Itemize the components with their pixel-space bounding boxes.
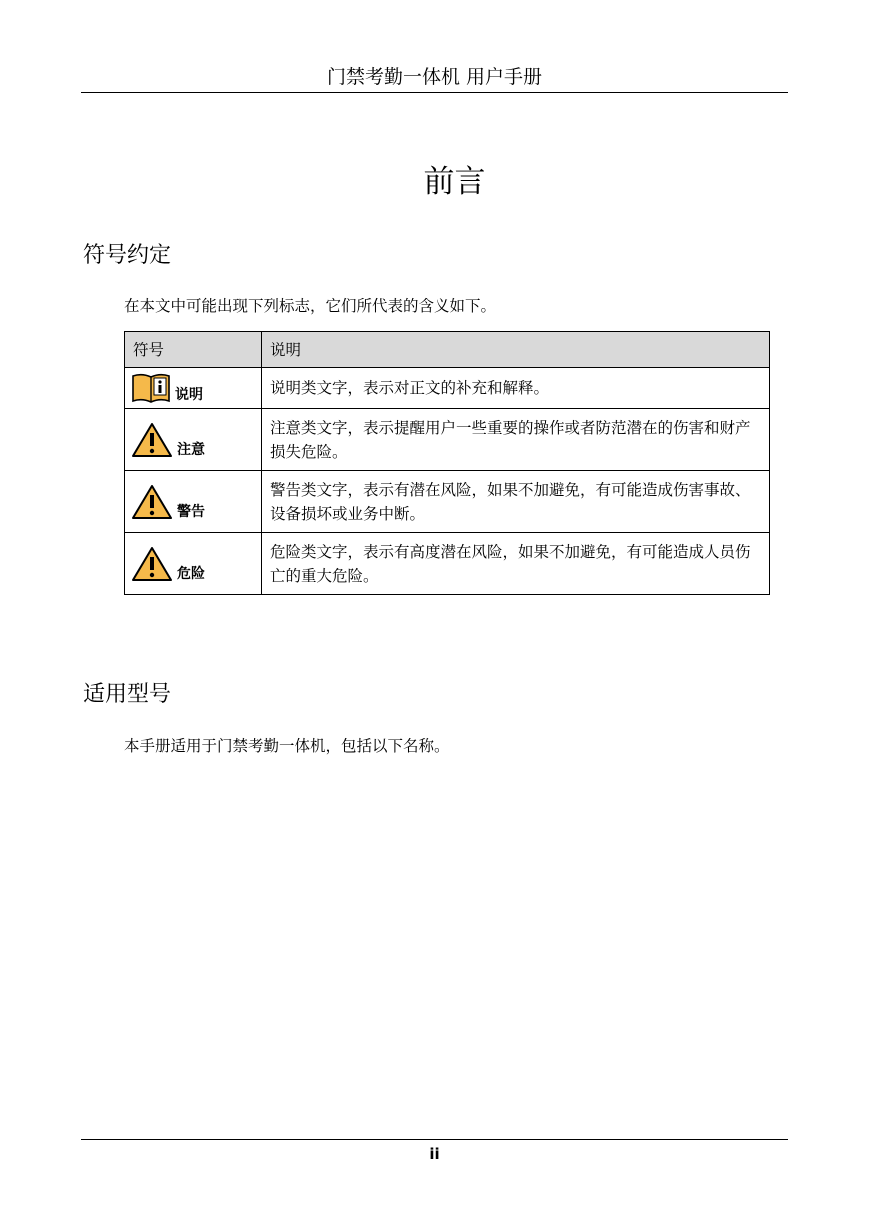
models-text: 本手册适用于门禁考勤一体机，包括以下名称。 bbox=[124, 737, 450, 755]
symbol-cell bbox=[125, 409, 262, 471]
page-number: ii bbox=[429, 1145, 440, 1163]
table-header-symbol: 符号 bbox=[125, 332, 262, 368]
table-header-row bbox=[125, 332, 770, 368]
symbol-label: 说明 bbox=[175, 387, 203, 403]
symbol-label: 危险 bbox=[177, 565, 205, 582]
table-row bbox=[125, 409, 770, 471]
symbol-label: 警告 bbox=[177, 503, 205, 520]
symbol-label: 注意 bbox=[177, 441, 205, 458]
table-row bbox=[125, 533, 770, 595]
description-cell: 说明类文字，表示对正文的补充和解释。 bbox=[262, 368, 770, 409]
table-row bbox=[125, 368, 770, 409]
description-cell: 注意类文字，表示提醒用户一些重要的操作或者防范潜在的伤害和财产损失危险。 bbox=[262, 409, 770, 471]
symbol-cell bbox=[125, 368, 262, 409]
warning-triangle-icon bbox=[131, 546, 173, 582]
info-book-icon bbox=[131, 373, 171, 403]
description-cell: 危险类文字，表示有高度潜在风险，如果不加避免，有可能造成人员伤亡的重大危险。 bbox=[262, 533, 770, 595]
running-header-title: 门禁考勤一体机 用户手册 bbox=[326, 66, 543, 88]
symbol-cell bbox=[125, 471, 262, 533]
warning-triangle-icon bbox=[131, 484, 173, 520]
table-row bbox=[125, 471, 770, 533]
section-heading-symbols: 符号约定 bbox=[83, 243, 172, 268]
page-title: 前言 bbox=[423, 164, 486, 200]
description-cell: 警告类文字，表示有潜在风险，如果不加避免，有可能造成伤害事故、设备损坏或业务中断。 bbox=[262, 471, 770, 533]
table-header-description: 说明 bbox=[262, 332, 770, 368]
symbol-table bbox=[124, 331, 770, 595]
warning-triangle-icon bbox=[131, 422, 173, 458]
symbols-intro-text: 在本文中可能出现下列标志，它们所代表的含义如下。 bbox=[124, 297, 497, 315]
symbol-cell bbox=[125, 533, 262, 595]
section-heading-models: 适用型号 bbox=[83, 682, 172, 707]
footer-divider bbox=[81, 1139, 788, 1140]
header-divider bbox=[81, 92, 788, 93]
